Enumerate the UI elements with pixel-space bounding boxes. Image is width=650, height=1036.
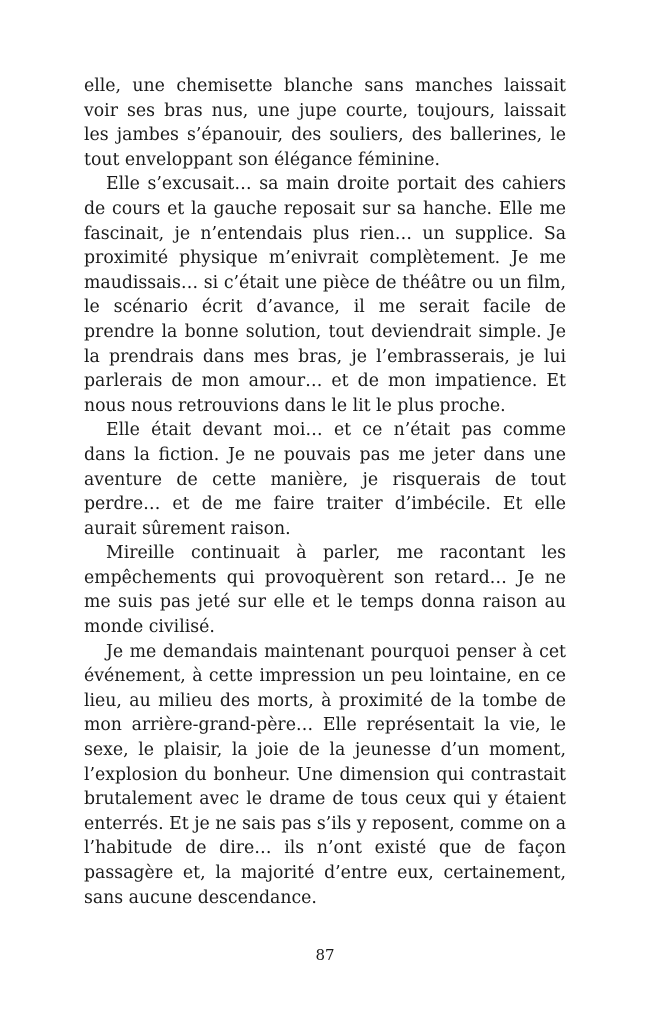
paragraph: Mireille continuait à parler, me racontant les empêchements qui provoquèrent son retard… Je ne me suis pas jeté sur elle et le temps donna raison au monde civilisé. — [84, 543, 566, 638]
paragraph: Elle était devant moi… et ce n’était pas comme dans la fiction. Je ne pouvais pas me jeter dans une aventure de cette manière, je risquerais de tout perdre… et de me faire traiter d’imbécile. Et elle aurait sûrement raison. — [84, 420, 566, 539]
paragraph: Elle s’excusait… sa main droite portait des cahiers de cours et la gauche reposait sur sa hanche. Elle me fascinait, je n’entendais plus rien… un supplice. Sa proximité physique m’enivrait complètement. Je me maudissais… si c’était une pièce de théâtre ou un film, le scénario écrit d’avance, il me serait facile de prendre la bonne solution, tout deviendrait simple. Je la prendrais dans mes bras, je l’embrasserais, je lui parlerais de mon amour… et de mon impatience. Et nous nous retrouvions dans le lit le plus proche. — [84, 174, 566, 416]
page-body — [84, 74, 566, 910]
paragraph: Je me demandais maintenant pourquoi penser à cet événement, à cette impression un peu lointaine, en ce lieu, au milieu des morts, à proximité de la tombe de mon arrière-grand-père… Elle représentait la vie, le sexe, le plaisir, la joie de la jeunesse d’un moment, l’explosion du bonheur. Une dimension qui contrastait brutalement avec le drame de tous ceux qui y étaient enterrés. Et je ne sais pas s’ils y reposent, comme on a l’habitude de dire… ils n’ont existé que de façon passagère et, la majorité d’entre eux, certainement, sans aucune descendance. — [84, 641, 566, 908]
paragraph-continuation: elle, une chemisette blanche sans manches laissait voir ses bras nus, une jupe courte, toujours, laissait les jambes s’épanouir, des souliers, des ballerines, le tout enveloppant son élégance féminine. — [84, 76, 566, 170]
page-number: 87 — [315, 946, 335, 964]
